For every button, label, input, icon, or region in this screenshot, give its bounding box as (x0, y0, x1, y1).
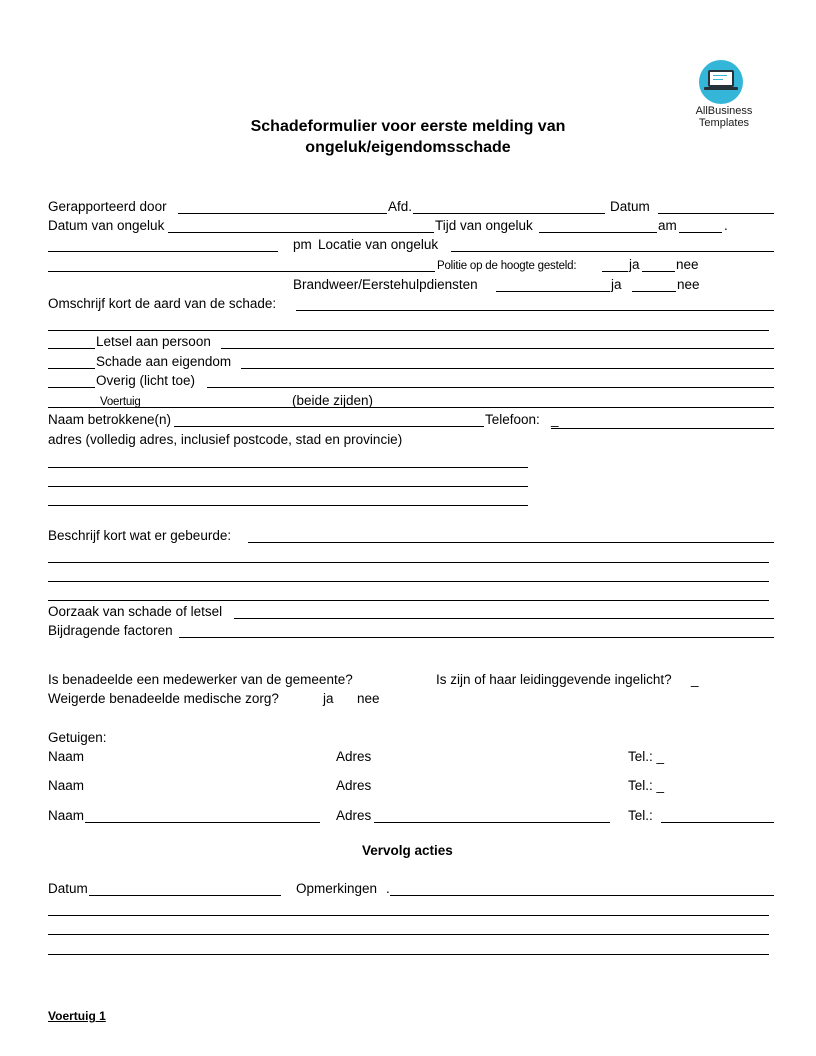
location-line[interactable] (451, 251, 774, 252)
remarks-mark: . (386, 881, 390, 896)
factors-line[interactable] (179, 637, 774, 638)
other-label: Overig (licht toe) (96, 373, 196, 388)
am-label: am (658, 218, 677, 233)
involved-line[interactable] (174, 426, 484, 427)
phone-label: Telefoon: (485, 412, 540, 427)
reported-by-label: Gerapporteerd door (48, 199, 167, 214)
what-happened-label: Beschrijf kort wat er gebeurde: (48, 528, 232, 543)
describe-damage-line-2[interactable] (48, 330, 769, 331)
dept-label: Afd. (388, 199, 413, 214)
pm-time-line[interactable] (48, 251, 278, 252)
accident-date-label: Datum van ongeluk (48, 218, 165, 233)
witness-3-tel-label: Tel.: (628, 808, 653, 823)
both-sides-label: (beide zijden) (292, 393, 374, 408)
police-nee-line[interactable] (642, 271, 675, 272)
cause-line[interactable] (234, 618, 774, 619)
witness-3-name-line[interactable] (85, 822, 320, 823)
location-label: Locatie van ongeluk (318, 237, 439, 252)
witnesses-heading: Getuigen: (48, 730, 107, 745)
witness-2-tel-label: Tel.: _ (628, 778, 665, 793)
fire-nee: nee (677, 277, 700, 292)
remarks-line[interactable] (390, 895, 774, 896)
what-happened-line-4[interactable] (48, 600, 769, 601)
address-line-2[interactable] (48, 486, 528, 487)
am-dot: . (724, 218, 728, 233)
witness-3-tel-line[interactable] (661, 822, 774, 823)
witness-1-address-label: Adres (336, 749, 372, 764)
date-label: Datum (610, 199, 650, 214)
property-line[interactable] (241, 368, 774, 369)
describe-damage-label: Omschrijf kort de aard van de schade: (48, 296, 277, 311)
refused-nee: nee (357, 691, 380, 706)
remarks-line-2[interactable] (48, 915, 769, 916)
witness-2-name-label: Naam (48, 778, 85, 793)
injury-label: Letsel aan persoon (96, 334, 211, 349)
police-label: Politie op de hoogte gesteld: (437, 260, 577, 272)
property-label: Schade aan eigendom (96, 354, 232, 369)
remarks-line-4[interactable] (48, 954, 769, 955)
witness-2-address-label: Adres (336, 778, 372, 793)
fire-nee-line[interactable] (632, 291, 676, 292)
accident-time-label: Tijd van ongeluk (435, 218, 533, 233)
accident-date-line[interactable] (168, 232, 434, 233)
involved-label: Naam betrokkene(n) (48, 412, 172, 427)
remarks-line-3[interactable] (48, 934, 769, 935)
supervisor-mark: _ (691, 672, 699, 687)
witness-3-name-label: Naam (48, 808, 85, 823)
what-happened-line[interactable] (248, 542, 774, 543)
location-line-2[interactable] (48, 271, 435, 272)
followup-heading: Vervolg acties (362, 843, 453, 858)
other-check-line[interactable] (48, 387, 95, 388)
vehicle-1-heading: Voertuig 1 (48, 1009, 106, 1023)
phone-mark: _ (551, 412, 559, 427)
fire-label: Brandweer/Eerstehulpdiensten (293, 277, 478, 292)
property-check-line[interactable] (48, 368, 95, 369)
supervisor-question: Is zijn of haar leidinggevende ingelicht? (436, 672, 672, 687)
logo-text: AllBusiness Templates (695, 105, 753, 129)
vehicle-line[interactable] (48, 407, 774, 408)
accident-time-line[interactable] (539, 232, 657, 233)
witness-1-name-label: Naam (48, 749, 85, 764)
police-ja: ja (629, 257, 640, 272)
cause-label: Oorzaak van schade of letsel (48, 604, 223, 619)
followup-date-label: Datum (48, 881, 88, 896)
address-note: adres (volledig adres, inclusief postcode, stad en provincie) (48, 432, 403, 447)
refused-ja: ja (323, 691, 334, 706)
reported-by-line[interactable] (178, 213, 387, 214)
fire-ja-line[interactable] (496, 291, 610, 292)
date-line[interactable] (658, 213, 774, 214)
fire-ja: ja (611, 277, 622, 292)
police-ja-line[interactable] (602, 271, 628, 272)
address-line-1[interactable] (48, 467, 528, 468)
witness-1-tel-label: Tel.: _ (628, 749, 665, 764)
phone-line[interactable] (551, 428, 774, 429)
injury-line[interactable] (221, 348, 774, 349)
what-happened-line-3[interactable] (48, 581, 769, 582)
vehicle-label: Voertuig (100, 396, 141, 408)
injury-check-line[interactable] (48, 348, 95, 349)
employee-question: Is benadeelde een medewerker van de gemeente? (48, 672, 353, 687)
describe-damage-line[interactable] (296, 310, 774, 311)
address-line-3[interactable] (48, 505, 528, 506)
police-nee: nee (676, 257, 699, 272)
witness-3-address-line[interactable] (374, 822, 610, 823)
am-line[interactable] (679, 232, 722, 233)
remarks-label: Opmerkingen (296, 881, 378, 896)
pm-label: pm (293, 237, 312, 252)
witness-3-address-label: Adres (336, 808, 372, 823)
factors-label: Bijdragende factoren (48, 623, 173, 638)
dept-line[interactable] (413, 213, 605, 214)
what-happened-line-2[interactable] (48, 562, 769, 563)
refused-question: Weigerde benadeelde medische zorg? (48, 691, 279, 706)
page-title: Schadeformulier voor eerste melding van ongeluk/eigendomsschade (250, 118, 566, 156)
followup-date-line[interactable] (89, 895, 281, 896)
other-line[interactable] (207, 387, 774, 388)
